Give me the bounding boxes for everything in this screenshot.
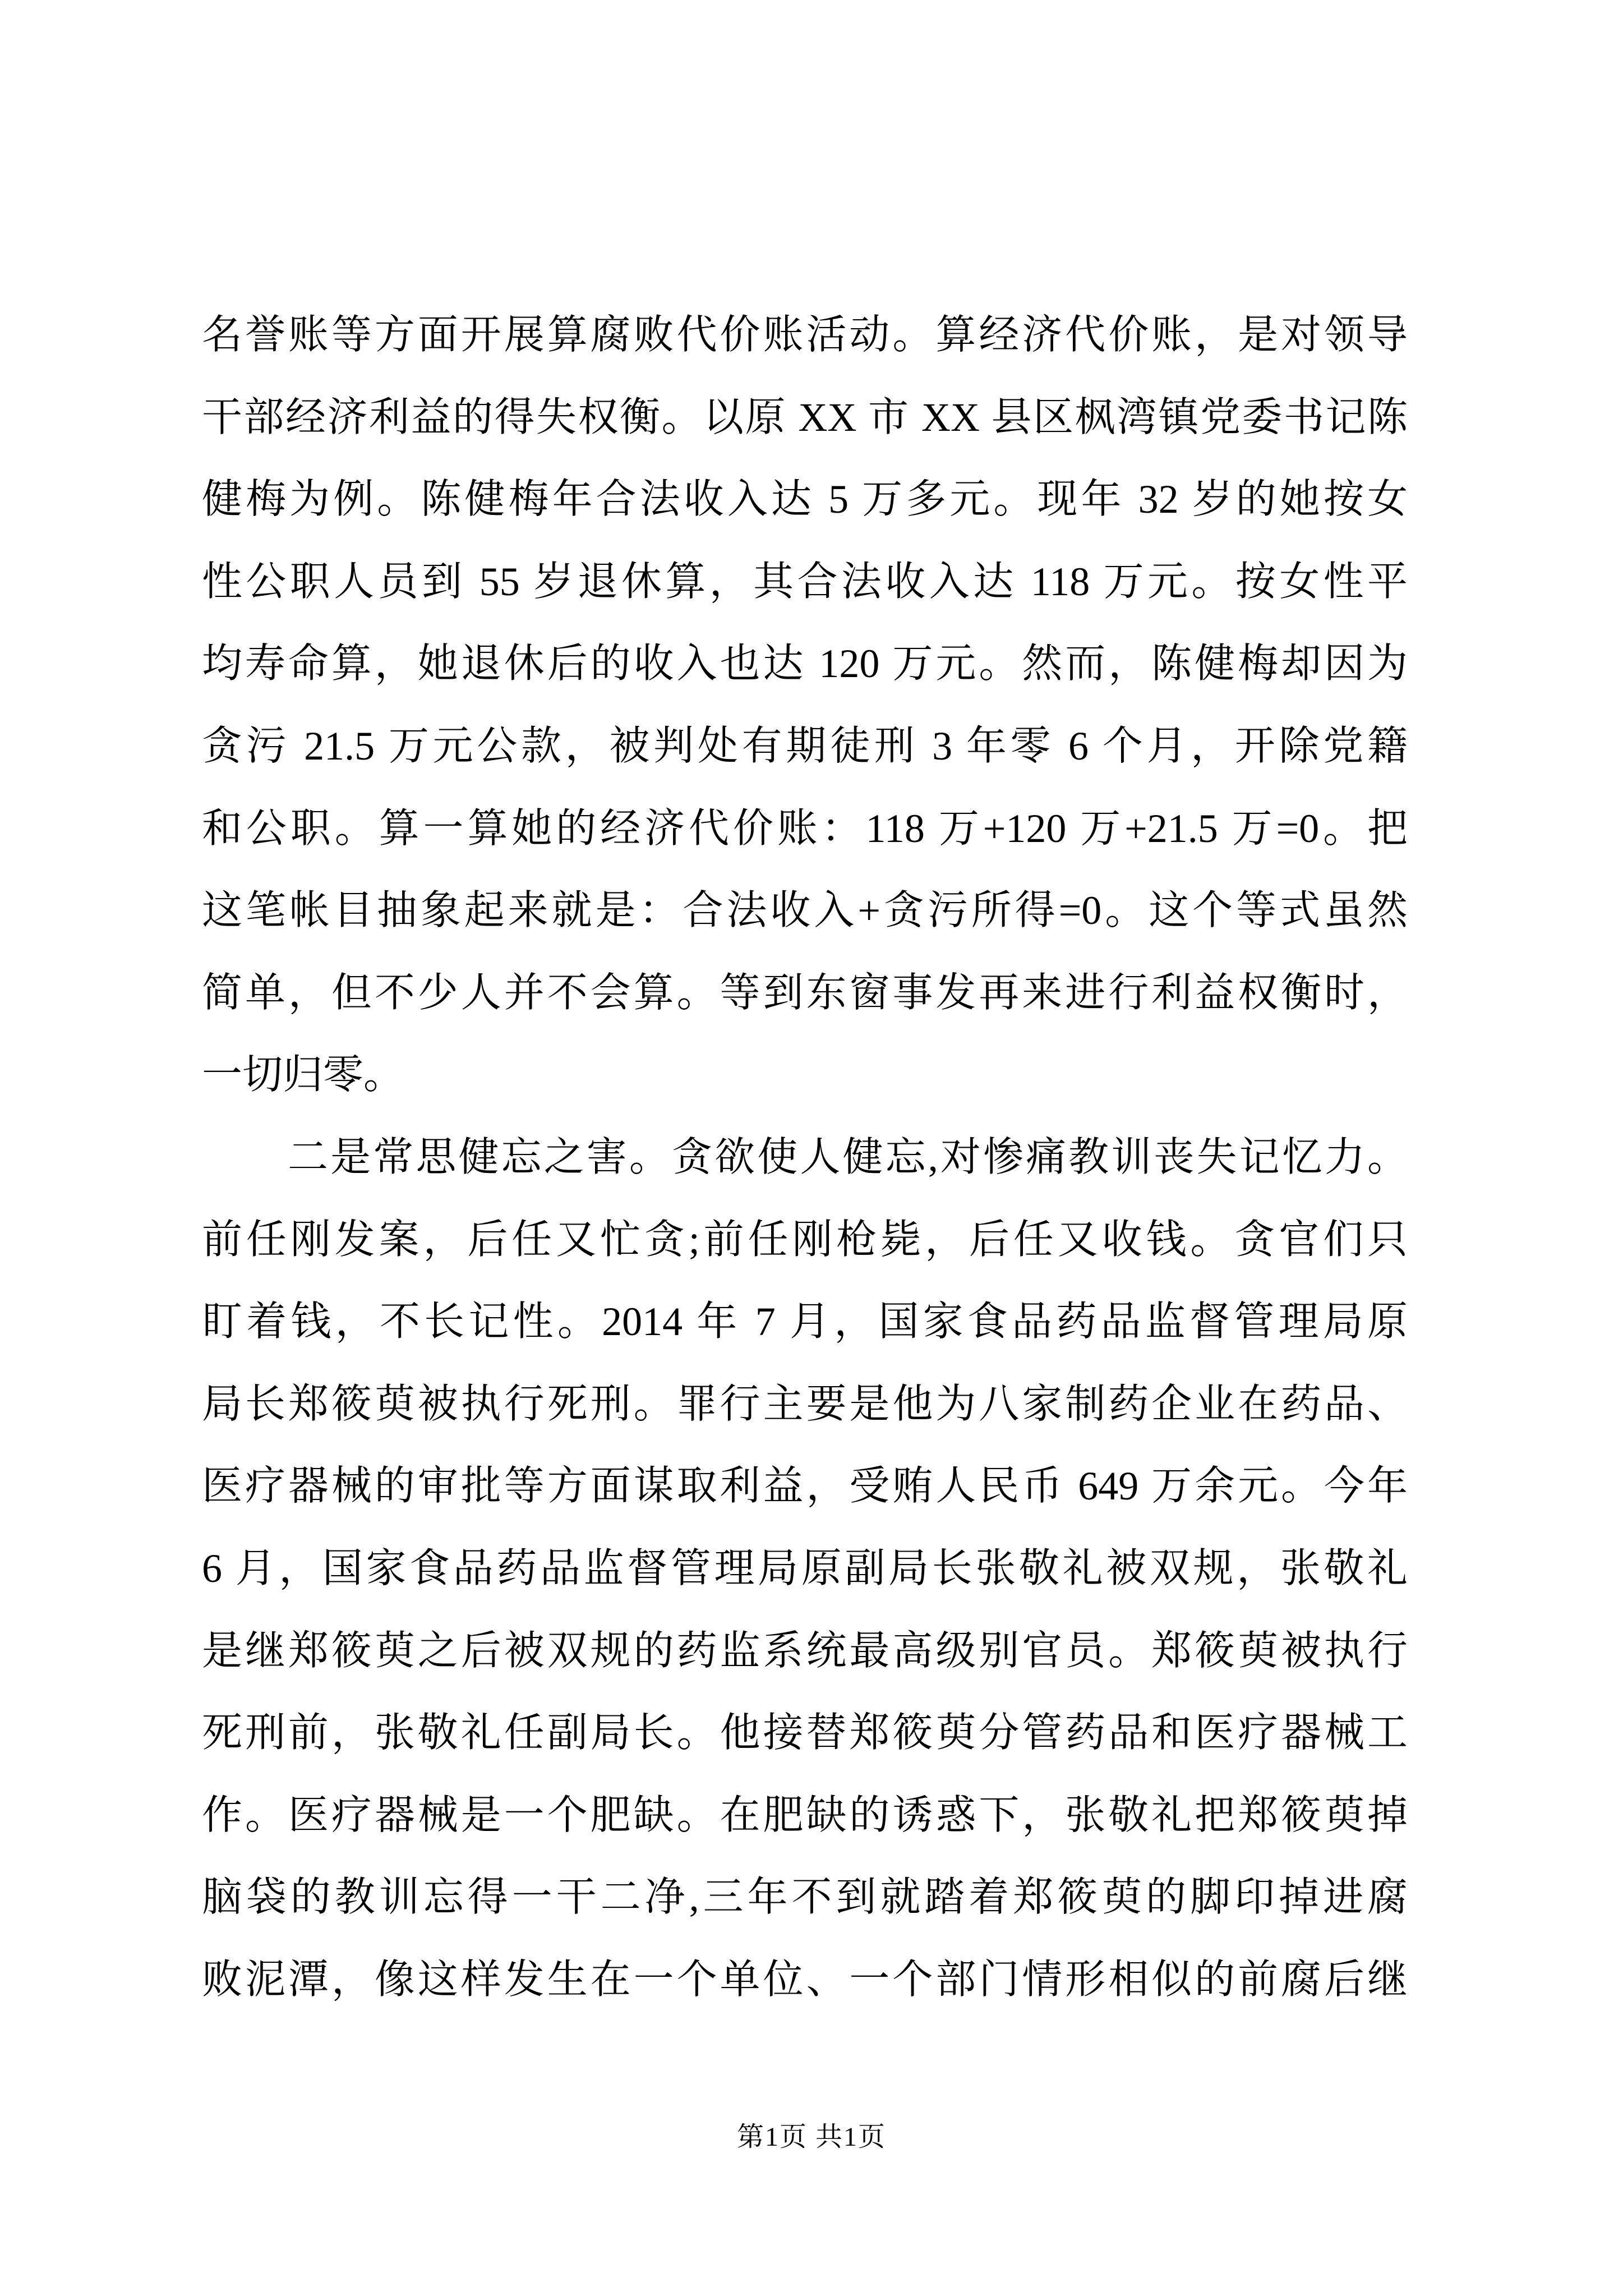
text-line: 二是常思健忘之害。贪欲使人健忘,对惨痛教训丧失记忆力。 <box>288 1134 1408 1180</box>
text-line: 干部经济利益的得失权衡。以原 XX 市 XX 县区枫湾镇党委书记陈 <box>202 394 1408 440</box>
text-line: 这笔帐目抽象起来就是：合法收入+贪污所得=0。这个等式虽然 <box>202 888 1408 933</box>
text-line: 局长郑筱萸被执行死刑。罪行主要是他为八家制药企业在药品、 <box>202 1381 1408 1427</box>
text-line: 性公职人员到 55 岁退休算，其合法收入达 118 万元。按女性平 <box>202 559 1408 604</box>
text-line: 均寿命算，她退休后的收入也达 120 万元。然而，陈健梅却因为 <box>202 641 1408 687</box>
text-line: 是继郑筱萸之后被双规的药监系统最高级别官员。郑筱萸被执行 <box>202 1628 1408 1673</box>
text-line: 作。医疗器械是一个肥缺。在肥缺的诱惑下，张敬礼把郑筱萸掉 <box>202 1792 1408 1838</box>
text-line: 健梅为例。陈健梅年合法收入达 5 万多元。现年 32 岁的她按女 <box>202 477 1408 522</box>
text-line: 医疗器械的审批等方面谋取利益，受贿人民币 649 万余元。今年 <box>202 1464 1408 1509</box>
text-line: 败泥潭，像这样发生在一个单位、一个部门情形相似的前腐后继 <box>202 1957 1408 2002</box>
text-line: 贪污 21.5 万元公款，被判处有期徒刑 3 年零 6 个月，开除党籍 <box>202 723 1408 769</box>
text-line: 6 月，国家食品药品监督管理局原副局长张敬礼被双规，张敬礼 <box>202 1545 1408 1591</box>
text-line: 和公职。算一算她的经济代价账：118 万+120 万+21.5 万=0。把 <box>202 806 1408 851</box>
text-line: 名誉账等方面开展算腐败代价账活动。算经济代价账，是对领导 <box>202 312 1408 357</box>
text-line: 一切归零。 <box>202 1052 404 1098</box>
text-line: 简单，但不少人并不会算。等到东窗事发再来进行利益权衡时， <box>202 970 1408 1015</box>
document-body <box>202 294 1408 2021</box>
text-line: 脑袋的教训忘得一干二净,三年不到就踏着郑筱萸的脚印掉进腐 <box>202 1875 1408 1920</box>
footer-page-number: 第1页 共1页 <box>736 2122 886 2152</box>
text-line: 盯着钱，不长记性。2014 年 7 月，国家食品药品监督管理局原 <box>202 1299 1408 1345</box>
text-line: 死刑前，张敬礼任副局长。他接替郑筱萸分管药品和医疗器械工 <box>202 1710 1408 1756</box>
text-line: 前任刚发案，后任又忙贪;前任刚枪毙，后任又收钱。贪官们只 <box>202 1217 1408 1262</box>
